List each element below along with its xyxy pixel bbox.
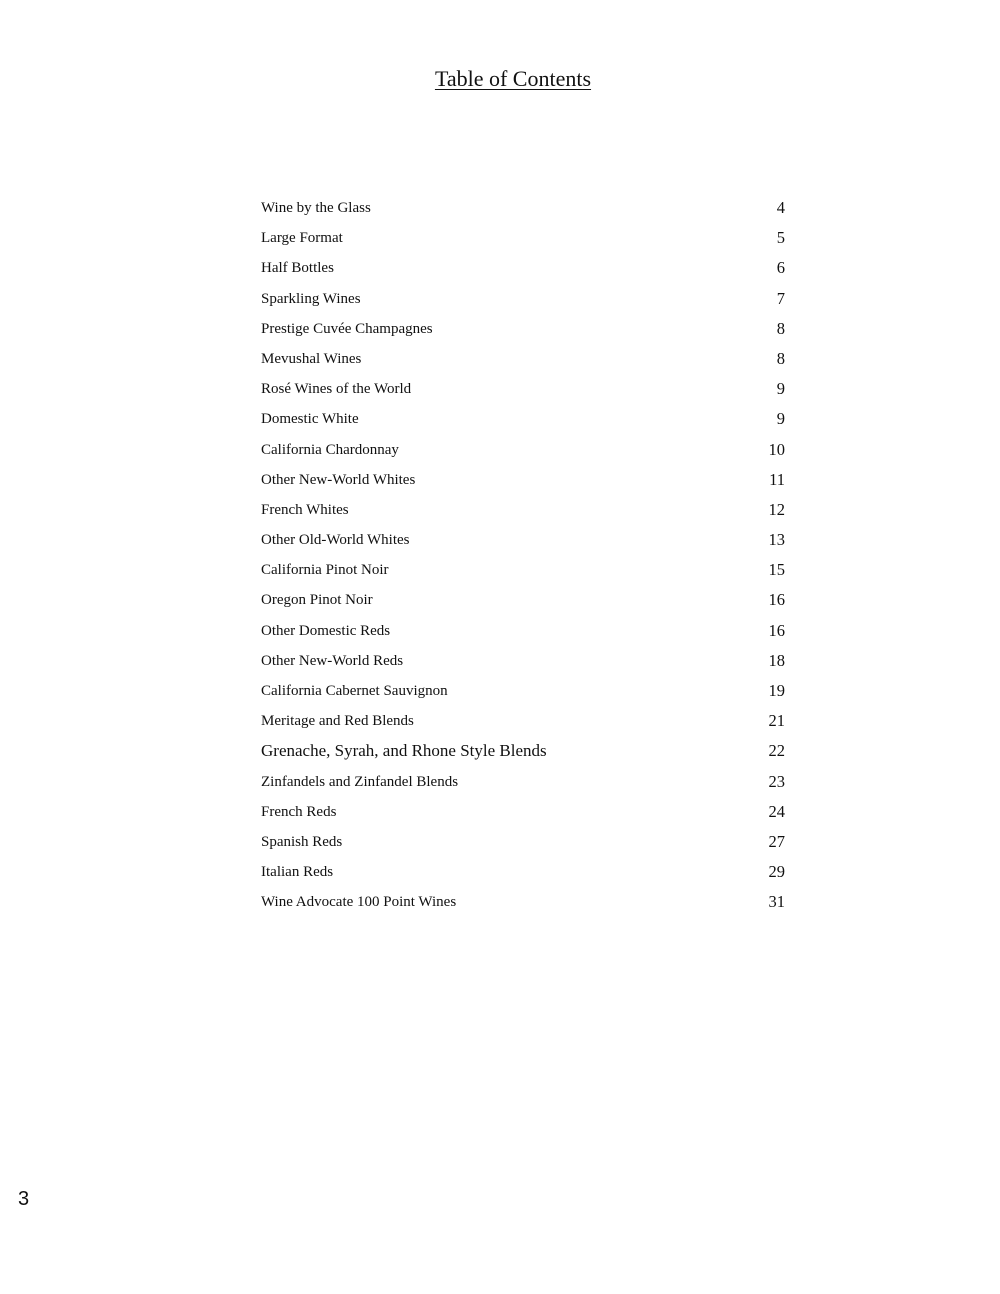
toc-entry-label: Other Domestic Reds	[261, 622, 391, 639]
toc-entry-label: Oregon Pinot Noir	[261, 592, 373, 609]
toc-entry-page: 8	[776, 318, 785, 338]
toc-entry-label: Large Format	[261, 230, 343, 247]
toc-entry[interactable]	[261, 768, 785, 798]
toc-entry[interactable]	[261, 707, 785, 737]
toc-entry-label: Grenache, Syrah, and Rhone Style Blends	[261, 741, 547, 761]
toc-entry[interactable]	[261, 436, 785, 466]
toc-entry-page: 27	[768, 831, 785, 851]
toc-entry-label: Meritage and Red Blends	[261, 713, 414, 730]
toc-entry[interactable]	[261, 375, 785, 405]
toc-entry-label: Spanish Reds	[261, 833, 343, 850]
toc-entry[interactable]	[261, 315, 785, 345]
toc-entry-label: Zinfandels and Zinfandel Blends	[261, 773, 459, 790]
toc-entry-label: Wine Advocate 100 Point Wines	[261, 894, 457, 911]
toc-entry[interactable]	[261, 194, 785, 224]
toc-entry-label: Domestic White	[261, 411, 359, 428]
toc-entry-page: 9	[776, 379, 785, 399]
toc-entry-page: 31	[768, 892, 785, 912]
toc-entry-label: California Pinot Noir	[261, 562, 389, 579]
toc-entry-page: 4	[776, 198, 785, 217]
toc-entry-label: Rosé Wines of the World	[261, 381, 412, 398]
toc-entry[interactable]	[261, 586, 785, 616]
toc-entry-label: Wine by the Glass	[261, 200, 371, 216]
table-of-contents	[261, 194, 785, 919]
toc-entry-label: French Whites	[261, 501, 349, 518]
toc-entry[interactable]	[261, 345, 785, 375]
toc-entry-label: French Reds	[261, 803, 337, 820]
toc-entry[interactable]	[261, 737, 785, 767]
toc-entry-page: 23	[768, 771, 785, 791]
toc-entry-page: 15	[768, 560, 785, 580]
toc-entry-label: California Cabernet Sauvignon	[261, 683, 448, 699]
toc-entry-label: Other Old-World Whites	[261, 532, 410, 549]
toc-entry-page: 7	[776, 288, 785, 308]
toc-entry-page: 5	[776, 228, 785, 248]
toc-entry-label: Other New-World Whites	[261, 471, 416, 488]
toc-entry[interactable]	[261, 496, 785, 526]
toc-entry[interactable]	[261, 888, 785, 918]
toc-entry-label: California Chardonnay	[261, 441, 399, 458]
toc-entry[interactable]	[261, 285, 785, 315]
toc-entry-page: 16	[768, 620, 785, 640]
toc-entry[interactable]	[261, 224, 785, 254]
toc-entry-label: Italian Reds	[261, 864, 334, 881]
toc-entry[interactable]	[261, 828, 785, 858]
toc-entry-page: 16	[768, 590, 785, 610]
page-number: 3	[18, 1188, 30, 1210]
toc-entry-page: 6	[776, 258, 785, 278]
toc-entry[interactable]	[261, 254, 785, 284]
toc-entry-label: Prestige Cuvée Champagnes	[261, 320, 433, 337]
toc-entry-page: 12	[768, 499, 785, 519]
toc-entry[interactable]	[261, 858, 785, 888]
toc-entry-page: 18	[768, 650, 785, 670]
toc-entry[interactable]	[261, 405, 785, 435]
toc-entry[interactable]	[261, 617, 785, 647]
toc-entry[interactable]	[261, 556, 785, 586]
toc-entry-page: 29	[768, 862, 785, 882]
toc-entry[interactable]	[261, 798, 785, 828]
toc-entry-label: Half Bottles	[261, 260, 334, 277]
toc-entry-page: 19	[768, 681, 785, 700]
toc-entry-page: 10	[768, 439, 785, 459]
toc-entry-page: 8	[776, 348, 785, 368]
toc-entry-page: 24	[768, 801, 785, 821]
toc-entry[interactable]	[261, 466, 785, 496]
toc-entry-page: 11	[769, 469, 785, 489]
toc-entry-page: 9	[776, 409, 785, 429]
toc-entry[interactable]	[261, 526, 785, 556]
toc-entry-page: 13	[768, 530, 785, 550]
toc-entry[interactable]	[261, 677, 785, 707]
toc-entry-label: Sparkling Wines	[261, 290, 361, 307]
toc-entry-page: 21	[768, 711, 785, 731]
toc-entry[interactable]	[261, 647, 785, 677]
toc-entry-label: Mevushal Wines	[261, 350, 362, 367]
page-title: Table of Contents	[434, 66, 592, 91]
toc-entry-label: Other New-World Reds	[261, 652, 404, 669]
toc-entry-page: 22	[768, 741, 785, 761]
